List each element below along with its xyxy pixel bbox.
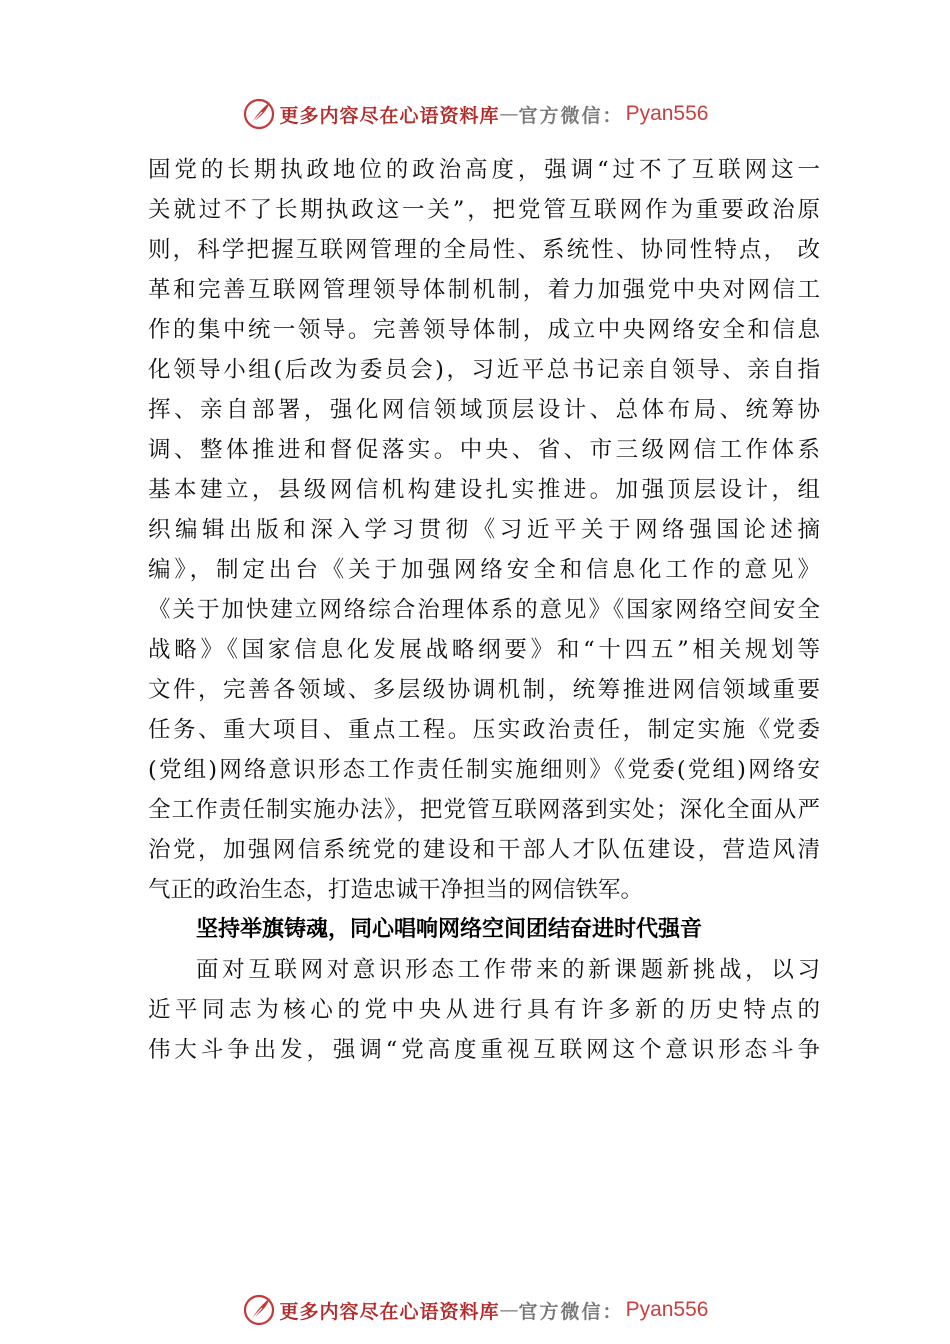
feather-logo-icon: [242, 1293, 276, 1327]
text-line: 则，科学把握互联网管理的全局性、系统性、协同性特点， 改: [148, 237, 820, 263]
text-line: 化领导小组(后改为委员会)，习近平总书记亲自领导、亲自指: [148, 357, 820, 383]
paragraph-1: [148, 150, 820, 910]
section-heading: 坚持举旗铸魂，同心唱响网络空间团结奋进时代强音: [196, 917, 703, 942]
feather-logo-icon: [242, 97, 276, 131]
watermark-separator: —: [499, 103, 519, 125]
text-line: 固党的长期执政地位的政治高度，强调“过不了互联网这一: [148, 157, 820, 183]
watermark-label: 官方微信：: [518, 104, 624, 127]
text-line: 基本建立，县级网信机构建设扎实推进。加强顶层设计，组: [148, 477, 820, 503]
text-line: 任务、重大项目、重点工程。压实政治责任，制定实施《党委: [148, 717, 820, 743]
watermark-wechat-id: Pyan556: [625, 1298, 709, 1321]
text-line: 织编辑出版和深入学习贯彻《习近平关于网络强国论述摘: [148, 517, 820, 543]
text-line: 治党，加强网信系统党的建设和干部人才队伍建设，营造风清: [148, 837, 820, 863]
text-line: 挥、亲自部署，强化网信领域顶层设计、总体布局、统筹协: [148, 397, 820, 423]
text-line: 编》，制定出台《关于加强网络安全和信息化工作的意见》: [148, 557, 820, 583]
header-watermark: [0, 94, 950, 134]
text-line: 战略》《国家信息化发展战略纲要》和“十四五”相关规划等: [148, 637, 820, 663]
document-body: [148, 150, 820, 1070]
watermark-separator: —: [499, 1299, 519, 1321]
text-line: 《关于加快建立网络综合治理体系的意见》《国家网络空间安全: [148, 597, 820, 623]
text-line: 调、整体推进和督促落实。中央、省、市三级网信工作体系: [148, 437, 820, 463]
text-line: 近平同志为核心的党中央从进行具有许多新的历史特点的: [148, 997, 820, 1023]
watermark-label: 官方微信：: [518, 1300, 624, 1323]
text-line: 全工作责任制实施办法》，把党管互联网落到实处；深化全面从严: [148, 797, 820, 823]
watermark-text: 更多内容尽在心语资料库: [279, 104, 500, 127]
text-line: (党组)网络意识形态工作责任制实施细则》《党委(党组)网络安: [148, 757, 820, 783]
footer-watermark: [0, 1290, 950, 1330]
watermark-wechat-id: Pyan556: [625, 102, 709, 125]
text-line: 作的集中统一领导。完善领导体制，成立中央网络安全和信息: [148, 317, 820, 343]
text-line: 文件，完善各领域、多层级协调机制，统筹推进网信领域重要: [148, 677, 820, 703]
watermark-text: 更多内容尽在心语资料库: [279, 1300, 500, 1323]
text-line: 革和完善互联网管理领导体制机制，着力加强党中央对网信工: [148, 277, 820, 303]
text-line: 关就过不了长期执政这一关”，把党管互联网作为重要政治原: [148, 197, 820, 223]
text-line: 伟大斗争出发，强调“党高度重视互联网这个意识形态斗争: [148, 1037, 820, 1063]
text-line: 面对互联网对意识形态工作带来的新课题新挑战，以习: [196, 957, 820, 983]
paragraph-2: [148, 950, 820, 1070]
text-line: 气正的政治生态，打造忠诚干净担当的网信铁军。: [148, 877, 644, 903]
